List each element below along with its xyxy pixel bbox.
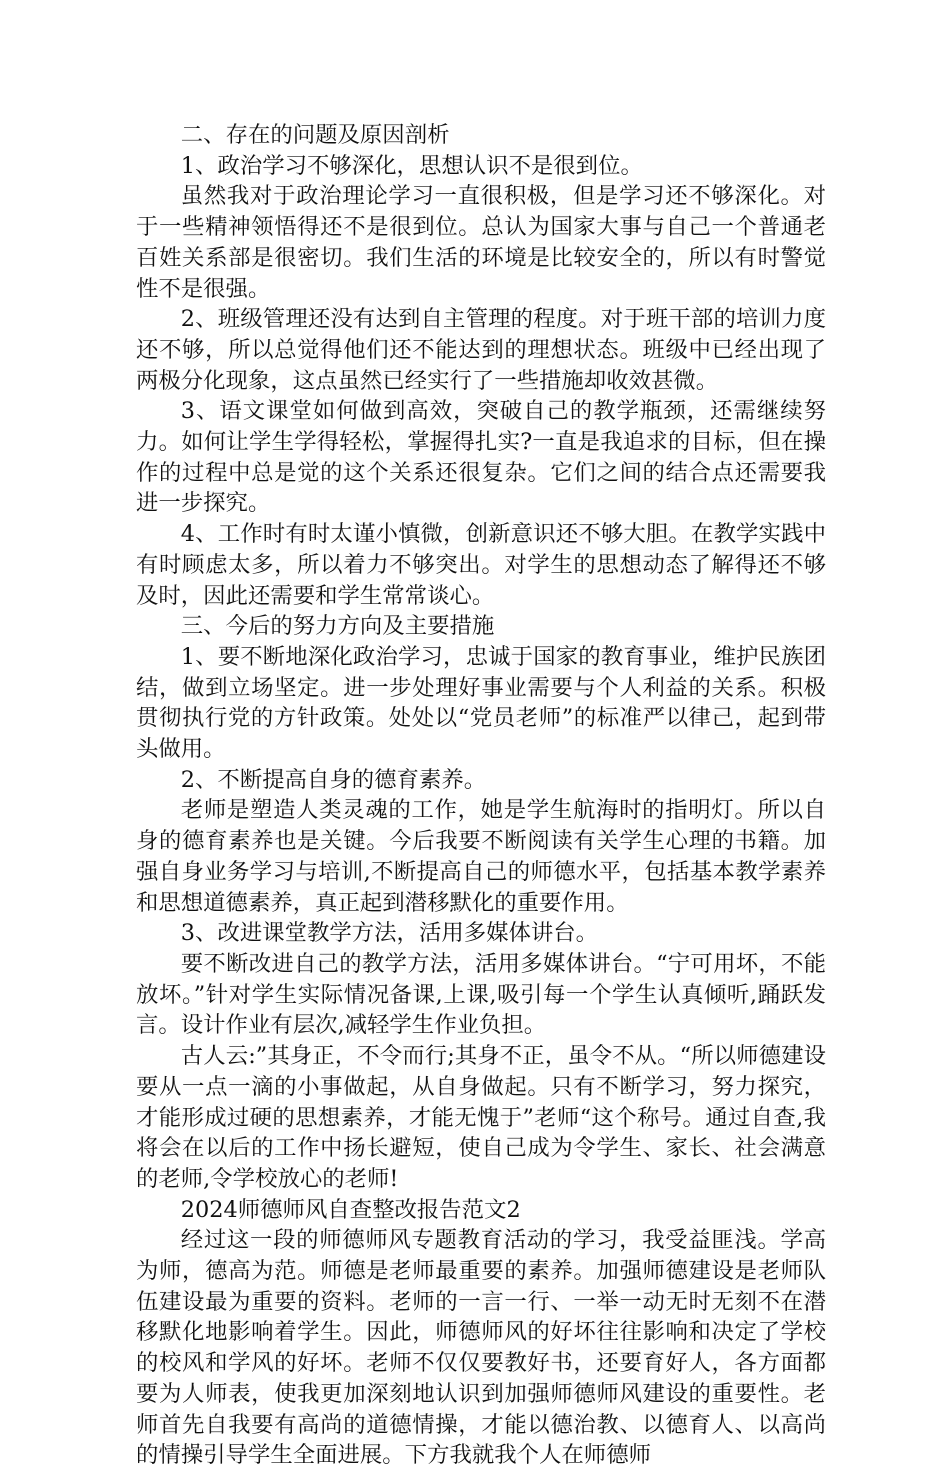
- document-body: [136, 120, 826, 1471]
- paragraph: 老师是塑造人类灵魂的工作，她是学生航海时的指明灯。所以自身的德育素养也是关键。今后我要不断阅读有关学生心理的书籍。加强自身业务学习与培训,不断提高自己的师德水平，包括基本教学素养和思想道德素养，真正起到潜移默化的重要作用。: [136, 797, 826, 916]
- measure-item-1: 1、要不断地深化政治学习，忠诚于国家的教育事业，维护民族团结，做到立场坚定。进一步处理好事业需要与个人利益的关系。积极贯彻执行党的方针政策。处处以“党员老师”的标准严以律己，起到带头做用。: [136, 643, 826, 763]
- problem-item-3: 3、语文课堂如何做到高效，突破自己的教学瓶颈，还需继续努力。如何让学生学得轻松，掌握得扎实?一直是我追求的目标，但在操作的过程中总是觉的这个关系还很复杂。它们之间的结合点还需要我进一步探究。: [136, 398, 826, 517]
- paragraph: 虽然我对于政治理论学习一直很积极，但是学习还不够深化。对于一些精神领悟得还不是很到位。总认为国家大事与自己一个普通老百姓关系部是很密切。我们生活的环境是比较安全的，所以有时警觉性不是很强。: [136, 183, 826, 302]
- section-heading-3: 三、今后的努力方向及主要措施: [180, 613, 495, 640]
- problem-item-4: 4、工作时有时太谨小慎微，创新意识还不够大胆。在教学实践中有时顾虑太多，所以着力不够突出。对学生的思想动态了解得还不够及时，因此还需要和学生常常谈心。: [136, 521, 826, 609]
- paragraph: 古人云:”其身正，不令而行;其身不正，虽令不从。“所以师德建设要从一点一滴的小事做起，从自身做起。只有不断学习，努力探究，才能形成过硬的思想素养，才能无愧于”老师“这个称号。通过自查,我将会在以后的工作中扬长避短，使自己成为令学生、家长、社会满意的老师,令学校放心的老师!: [136, 1043, 826, 1192]
- problem-item-1: 1、政治学习不够深化，思想认识不是很到位。: [180, 152, 643, 179]
- paragraph: 经过这一段的师德师风专题教育活动的学习，我受益匪浅。学高为师，德高为范。师德是老师最重要的素养。加强师德建设是老师队伍建设最为重要的资料。老师的一言一行、一举一动无时无刻不在潜移默化地影响着学生。因此，师德师风的好坏往往影响和决定了学校的校风和学风的好坏。老师不仅仅要教好书，还要育好人，各方面都要为人师表，使我更加深刻地认识到加强师德师风建设的重要性。老师首先自我要有高尚的道德情操，才能以德治教、以德育人、以高尚的情操引导学生全面进展。下方我就我个人在师德师: [136, 1227, 826, 1469]
- report-title-2: 2024师德师风自查整改报告范文2: [180, 1196, 521, 1223]
- section-heading-2: 二、存在的问题及原因剖析: [180, 122, 450, 148]
- problem-item-2: 2、班级管理还没有达到自主管理的程度。对于班干部的培训力度还不够，所以总觉得他们还不能达到的理想状态。班级中已经出现了两极分化现象，这点虽然已经实行了一些措施却收效甚微。: [136, 306, 826, 394]
- measure-item-2: 2、不断提高自身的德育素养。: [180, 766, 487, 793]
- measure-item-3: 3、改进课堂教学方法，活用多媒体讲台。: [180, 920, 599, 947]
- paragraph: 要不断改进自己的教学方法，活用多媒体讲台。“宁可用坏，不能放坏。”针对学生实际情况备课,上课,吸引每一个学生认真倾听,踊跃发言。设计作业有层次,减轻学生作业负担。: [136, 950, 826, 1039]
